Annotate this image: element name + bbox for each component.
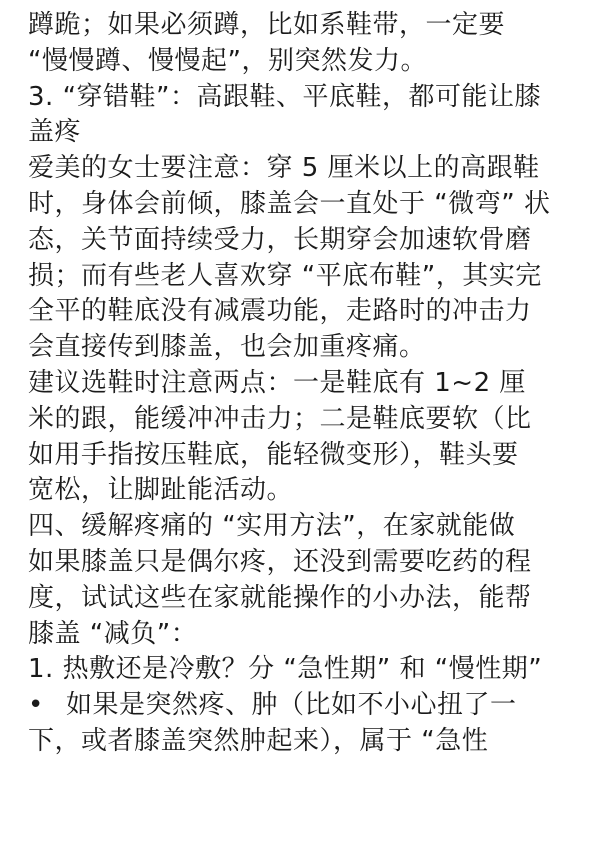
text-line: 度，试试这些在家就能操作的小办法，能帮 xyxy=(28,582,532,613)
bullet-icon: • xyxy=(28,690,44,721)
section-heading: 3. “穿错鞋”：高跟鞋、平底鞋，都可能让膝 xyxy=(28,81,542,112)
text-line: 爱美的女士要注意：穿 5 厘米以上的高跟鞋 xyxy=(28,153,540,184)
text-line: 全平的鞋底没有减震功能，走路时的冲击力 xyxy=(28,296,532,327)
bullet-text: 如果是突然疼、肿（比如不小心扭了一 xyxy=(66,690,517,721)
text-line: 米的跟，能缓冲冲击力；二是鞋底要软（比 xyxy=(28,403,532,434)
subsection-heading: 1. 热敷还是冷敷？分 “急性期” 和 “慢性期” xyxy=(28,654,543,685)
text-line: 会直接传到膝盖，也会加重疼痛。 xyxy=(28,332,426,363)
text-line: 建议选鞋时注意两点：一是鞋底有 1~2 厘 xyxy=(28,367,526,398)
text-line: 如用手指按压鞋底，能轻微变形），鞋头要 xyxy=(28,439,519,470)
text-line: 下，或者膝盖突然肿起来），属于 “急性 xyxy=(28,725,489,756)
text-line: 蹲跪；如果必须蹲，比如系鞋带，一定要 xyxy=(28,10,506,40)
text-line: 膝盖 “减负”： xyxy=(28,618,198,649)
text-line: 态，关节面持续受力，长期穿会加速软骨磨 xyxy=(28,224,532,255)
text-line: 时，身体会前倾，膝盖会一直处于 “微弯” 状 xyxy=(28,188,551,219)
bullet-item xyxy=(28,688,572,724)
section-heading: 盖疼 xyxy=(28,117,82,148)
section-heading: 四、缓解疼痛的 “实用方法”，在家就能做 xyxy=(28,511,516,542)
text-line: “慢慢蹲、慢慢起”，别突然发力。 xyxy=(28,45,427,76)
text-line: 宽松，让脚趾能活动。 xyxy=(28,475,294,506)
text-line: 如果膝盖只是偶尔疼，还没到需要吃药的程 xyxy=(28,546,532,577)
text-line: 损；而有些老人喜欢穿 “平底布鞋”，其实完 xyxy=(28,260,542,291)
